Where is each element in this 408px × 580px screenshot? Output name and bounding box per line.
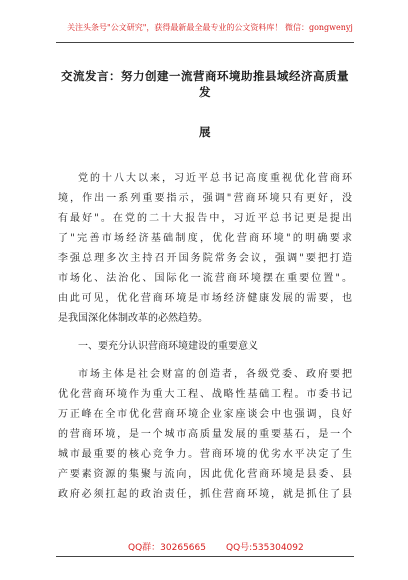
header-divider [56, 42, 354, 43]
body-line: 政府必须扛起的政治责任，抓住营商环境，就是抓住了县 [58, 489, 352, 500]
body-line: 由此可见，优化营商环境是市场经济健康发展的需要，也 [58, 293, 352, 304]
body-line: 了"完善市场经济基础制度，优化营商环境"的明确要求 [58, 233, 352, 244]
body-line: 市场化、法治化、国际化一流营商环境摆在重要位置"。 [58, 273, 352, 284]
body-line: 城市最重要的核心竞争力。营商环境的优劣水平决定了生 [58, 449, 352, 460]
body-line: 的营商环境，是一个城市高质量发展的重要基石，是一个 [58, 429, 352, 440]
page-header-promo: 关注头条号"公文研究"，获得最新最全最专业的公文资料库！ 微信：gongwenyj [67, 23, 353, 32]
document-title-line-1: 交流发言：努力创建一流营商环境助推县域经济高质量发 [61, 69, 349, 99]
body-line: 优化营商环境作为重大工程、战略性基础工程。市委书记 [58, 389, 352, 400]
body-line: 李强总理多次主持召开国务院常务会议，强调"要把打造 [58, 253, 352, 264]
body-line: 市场主体是社会财富的创造者，各级党委、政府要把 [78, 369, 352, 380]
footer-qq-group: QQ群：30265665 [128, 543, 206, 553]
footer-divider [56, 556, 354, 557]
document-title-line-2: 展 [199, 125, 211, 139]
body-line: 是我国深化体制改革的必然趋势。 [58, 313, 208, 324]
body-line: 境，作出一系列重要指示，强调"营商环境只有更好，没 [58, 193, 352, 204]
section-heading: 一、要充分认识营商环境建设的重要意义 [78, 341, 258, 352]
body-line: 有最好"。在党的二十大报告中，习近平总书记更是提出 [58, 213, 352, 224]
body-line: 万正峰在全市优化营商环境企业家座谈会中也强调，良好 [58, 409, 352, 420]
body-line: 党的十八大以来，习近平总书记高度重视优化营商环 [78, 173, 352, 184]
footer-qq-number: QQ号:535304092 [226, 543, 304, 553]
body-line: 产要素资源的集聚与流向，因此优化营商环境是县委、县 [58, 469, 352, 480]
